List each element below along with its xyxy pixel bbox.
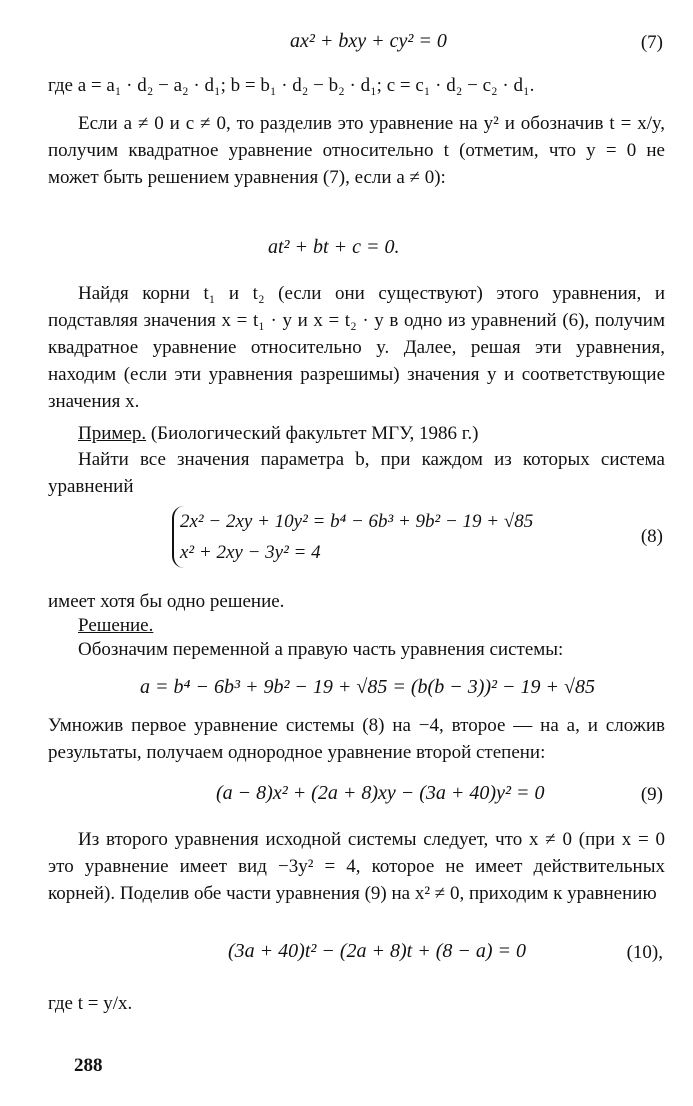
equation-10-number: (10), <box>626 942 663 963</box>
paragraph-denote: Обозначим переменной a правую часть уравнения системы: <box>78 639 564 660</box>
equation-a-definition: a = b⁴ − 6b³ + 9b² − 19 + √85 = (b(b − 3))² − 19 + √85 <box>140 676 595 698</box>
paragraph-has-solution: имеет хотя бы одно решение. <box>48 591 285 612</box>
solution-label: Решение. <box>78 615 154 636</box>
paragraph-if-nonzero: Если a ≠ 0 и c ≠ 0, то разделив это уравнение на y² и обозначив t = x/y, получим квадратное уравнение относительно t (отметим, что y = 0 не может быть решением уравнения (7), если a ≠ 0): <box>48 113 665 188</box>
example-source: (Биологический факультет МГУ, 1986 г.) <box>146 423 479 444</box>
paragraph-from-second: Из второго уравнения исходной системы следует, что x ≠ 0 (при x = 0 это уравнение имеет вид −3y² = 4, которое не имеет действительных корней). Поделив обе части уравнения (9) на x² ≠ 0, приходим к уравнению <box>48 829 665 904</box>
system-line-2: x² + 2xy − 3y² = 4 <box>180 542 321 563</box>
paragraph-roots: Найдя корни t₁ и t₂ (если они существуют) этого уравнения, и подставляя значения x = t₁ · y и x = t₂ · y в одно из уравнений (6), получим квадратное уравнение относительно y. Далее, решая эти уравнения, находим (если эти уравнения разрешимы) значения y и соответствующие значения x. <box>48 283 665 412</box>
equation-10: (3a + 40)t² − (2a + 8)t + (8 − a) = 0 <box>228 940 527 962</box>
equation-system-8 <box>172 506 580 568</box>
equation-t-quadratic: at² + bt + c = 0. <box>268 236 400 258</box>
paragraph-where-t: где t = y/x. <box>48 993 133 1014</box>
equation-9: (a − 8)x² + (2a + 8)xy − (3a + 40)y² = 0 <box>216 782 545 804</box>
paragraph-multiply: Умножив первое уравнение системы (8) на −4, второе — на a, и сложив результаты, получаем однородное уравнение второй степени: <box>48 715 665 763</box>
paragraph-task: Найти все значения параметра b, при каждом из которых система уравнений <box>48 449 665 497</box>
equation-7-number: (7) <box>640 32 663 53</box>
equation-7: ax² + bxy + cy² = 0 <box>290 30 447 52</box>
equation-8-number: (8) <box>640 526 663 547</box>
system-line-1: 2x² − 2xy + 10y² = b⁴ − 6b³ + 9b² − 19 + √85 <box>180 511 534 532</box>
paragraph-coefficients: где a = a₁ · d₂ − a₂ · d₁; b = b₁ · d₂ − b₂ · d₁; c = c₁ · d₂ − c₂ · d₁. <box>48 75 535 96</box>
example-label: Пример. <box>78 423 147 444</box>
equation-9-number: (9) <box>640 784 663 805</box>
page-number: 288 <box>74 1055 103 1076</box>
example-heading <box>48 420 665 447</box>
